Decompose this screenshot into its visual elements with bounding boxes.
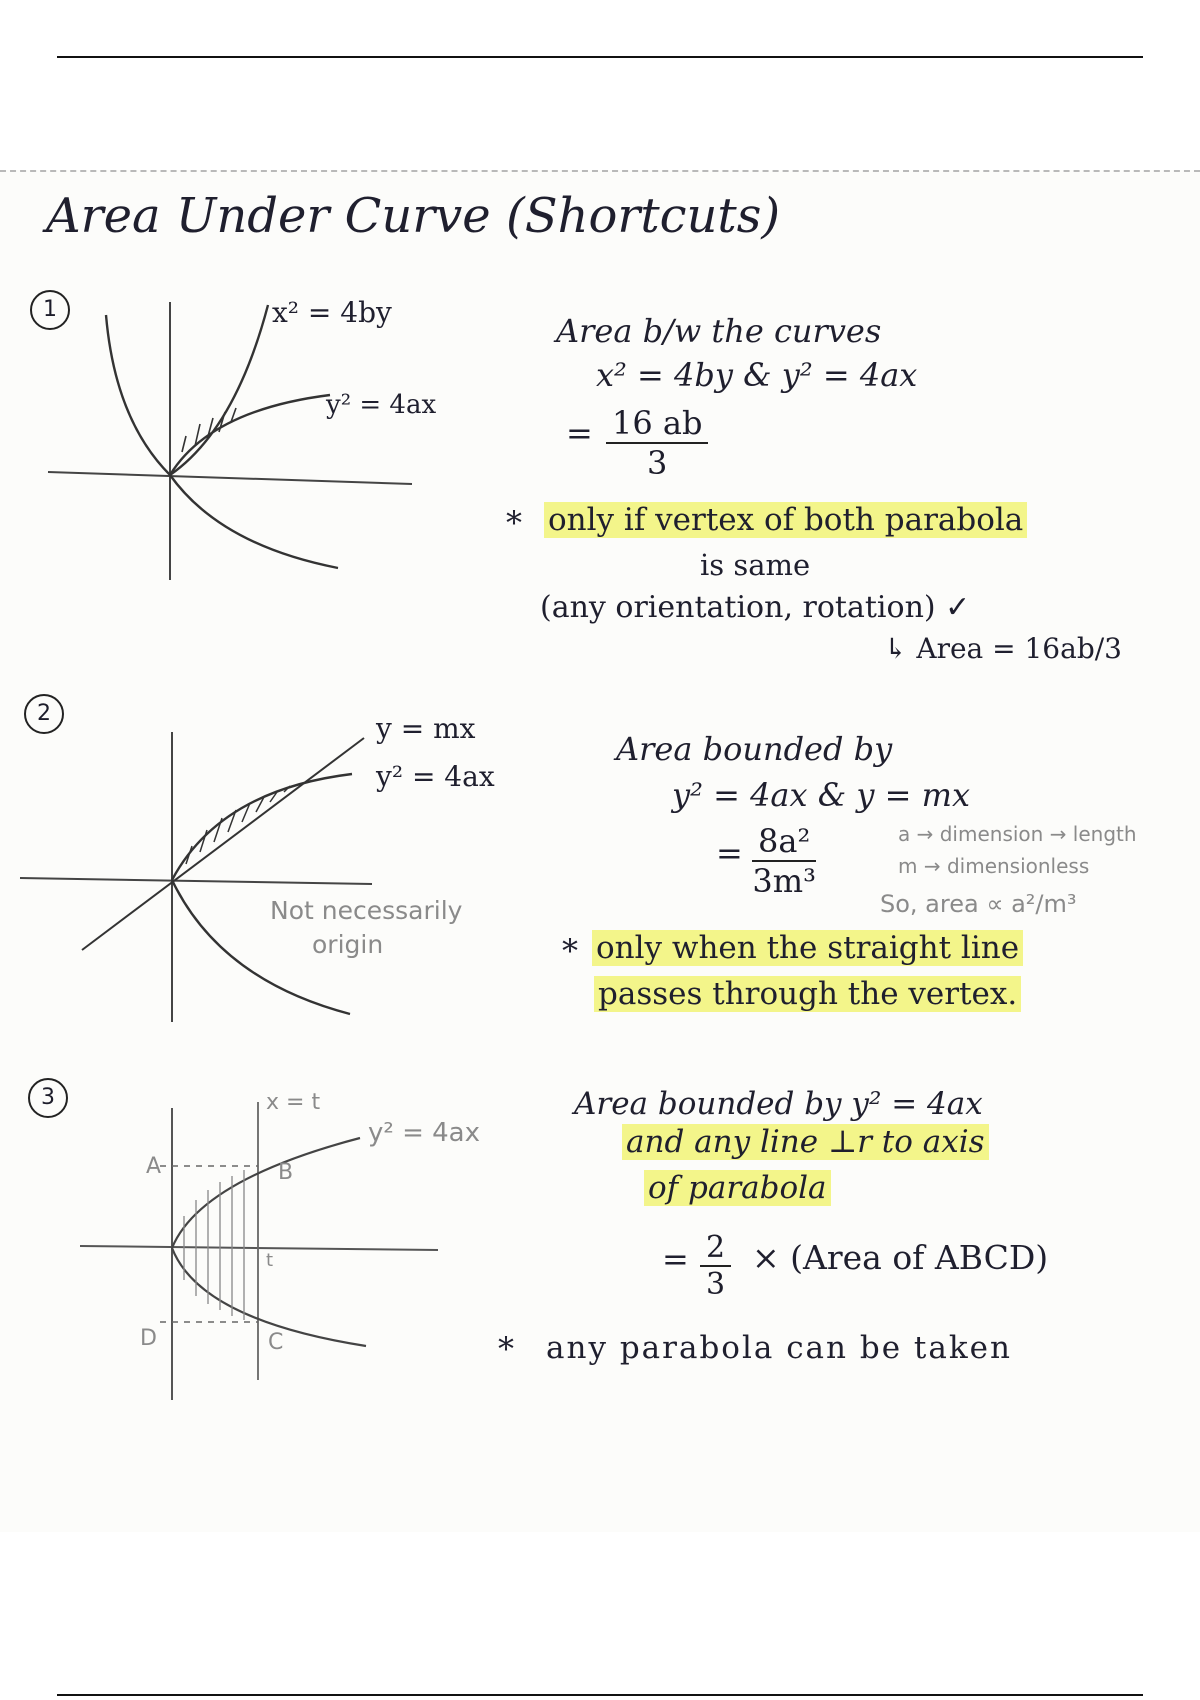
section-2-equals: =	[716, 834, 743, 872]
section-3-line-3: of parabola	[644, 1170, 831, 1206]
section-3-star: *	[498, 1330, 514, 1368]
section-3-line-2-text: and any line ⊥r to axis	[622, 1124, 989, 1160]
graph-label-x2-4by: x² = 4by	[272, 296, 392, 329]
graph-label-x-t: x = t	[266, 1090, 321, 1115]
section-number-1: 1	[30, 290, 70, 330]
section-1-note-line-3: (any orientation, rotation) ✓	[540, 590, 971, 625]
section-2-line-1: Area bounded by	[616, 730, 893, 768]
section-2-result-denominator: 3m³	[752, 862, 816, 900]
section-1-note-line-1: only if vertex of both parabola	[544, 502, 1027, 538]
graph-label-y-mx: y = mx	[376, 712, 476, 745]
section-2-star: *	[562, 932, 578, 970]
section-number-2: 2	[24, 694, 64, 734]
graph-label-not-necessarily: Not necessarily	[270, 896, 463, 925]
section-1-result-denominator: 3	[647, 444, 668, 482]
section-1-note-line-4: ↳ Area = 16ab/3	[884, 632, 1122, 665]
section-1-equals: =	[566, 414, 593, 452]
graph-label-y2-4ax-3: y² = 4ax	[368, 1118, 480, 1148]
section-1-result-numerator: 16 ab	[606, 404, 708, 444]
section-3-line-1: Area bounded by y² = 4ax	[574, 1086, 983, 1122]
section-2-line-2: y² = 4ax & y = mx	[672, 776, 970, 814]
graph-point-d: D	[140, 1326, 157, 1351]
section-3-result-numerator: 2	[700, 1230, 731, 1267]
section-3-equals: =	[662, 1240, 689, 1278]
section-1-line-1: Area b/w the curves	[556, 312, 882, 350]
graph-label-y2-4ax: y² = 4ax	[326, 390, 437, 420]
graph-point-a: A	[146, 1154, 162, 1179]
page-title: Area Under Curve (Shortcuts)	[46, 188, 781, 244]
section-2-note-line-2: passes through the vertex.	[594, 976, 1021, 1012]
section-3-line-2	[622, 1124, 989, 1160]
section-number-3: 3	[28, 1078, 68, 1118]
graph-label-y2-4ax-2: y² = 4ax	[376, 760, 495, 793]
section-1-note-line-2: is same	[700, 548, 811, 582]
section-2-result-numerator: 8a²	[752, 822, 816, 862]
section-2-side-note-3: So, area ∝ a²/m³	[880, 890, 1077, 918]
section-3-result	[700, 1230, 731, 1302]
section-3-result-denominator: 3	[706, 1267, 726, 1302]
section-3-note-line-1: any parabola can be taken	[546, 1330, 1012, 1366]
section-1-line-2: x² = 4by & y² = 4ax	[596, 356, 918, 394]
section-2-side-note-2: m → dimensionless	[898, 854, 1090, 878]
graph-point-b: B	[278, 1160, 294, 1185]
section-2-note-line-1: only when the straight line	[592, 930, 1023, 966]
graph-point-c: C	[268, 1330, 284, 1355]
section-1-star: *	[506, 504, 522, 542]
graph-label-origin: origin	[312, 930, 384, 959]
section-2-side-note-1: a → dimension → length	[898, 822, 1137, 846]
section-3-result-suffix: × (Area of ABCD)	[752, 1238, 1049, 1277]
graph-point-t: t	[266, 1250, 274, 1271]
